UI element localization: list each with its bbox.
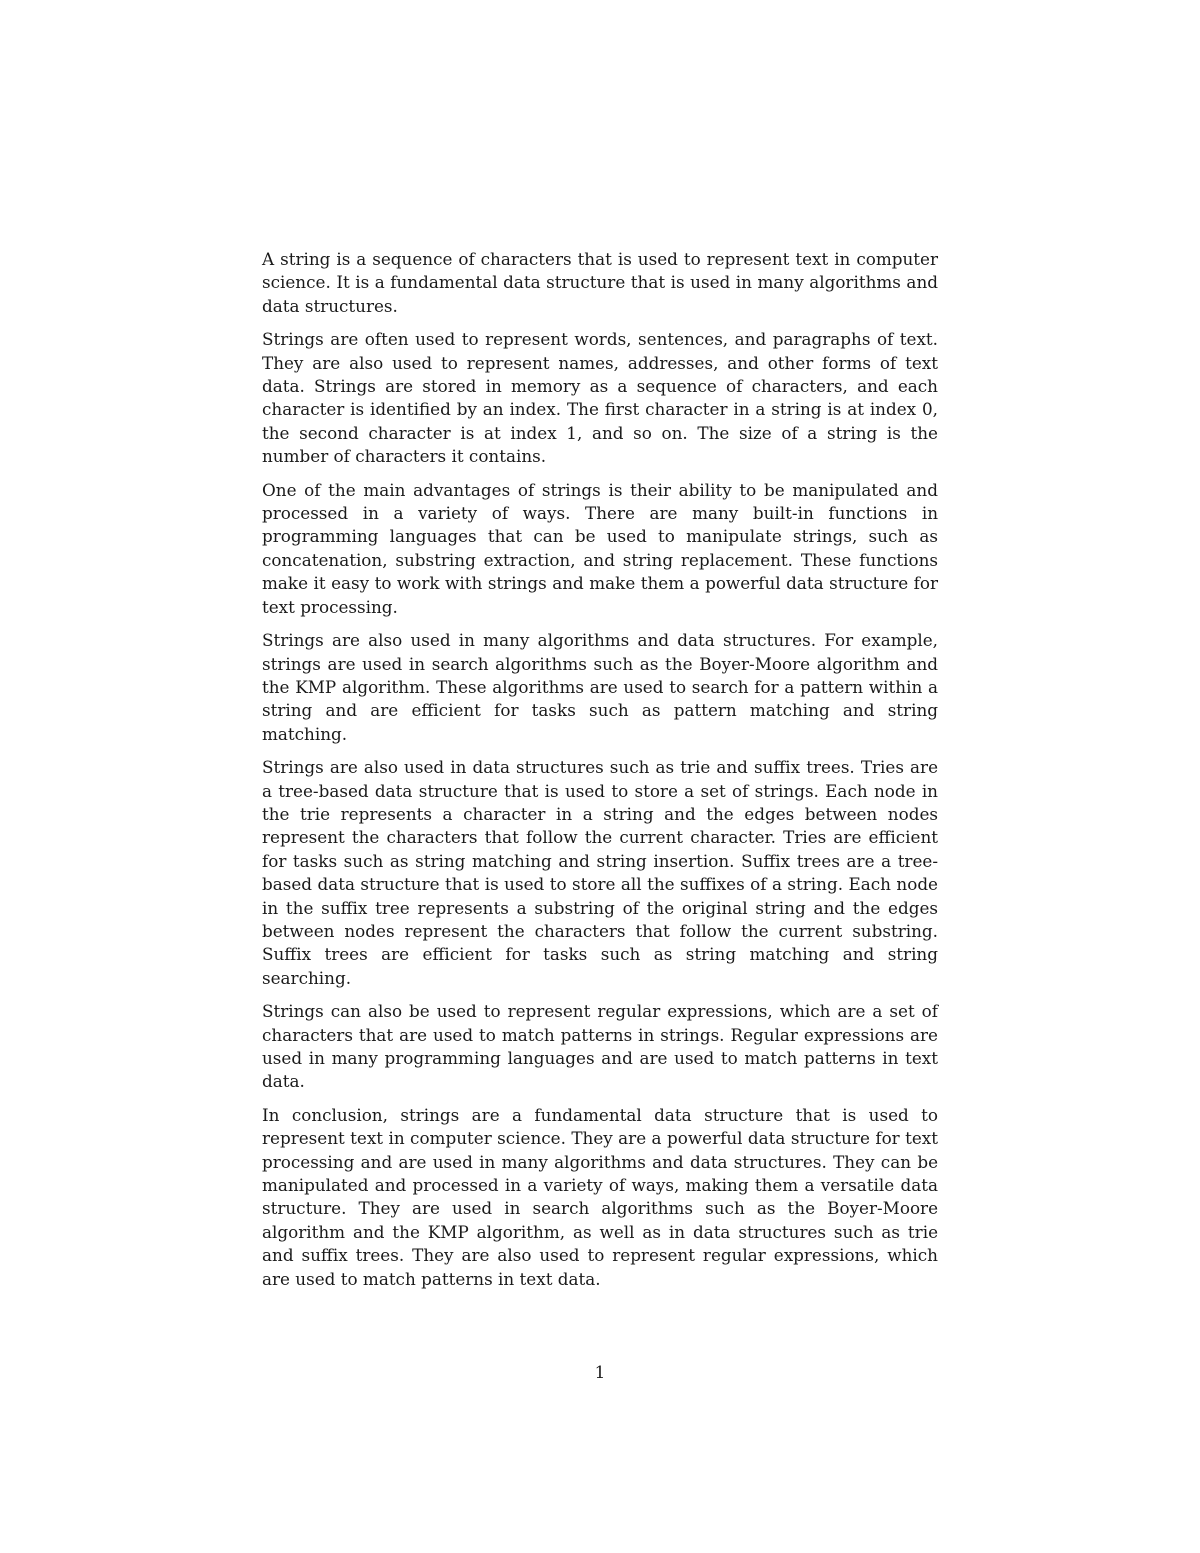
paragraph-regex: Strings can also be used to represent regular expressions, which are a set of characters that are used to match patterns in strings. Regular expressions are used in many programming languages and are used to match patterns in text data. — [262, 1001, 938, 1092]
document-body — [262, 248, 938, 1301]
page-number: 1 — [594, 1362, 606, 1382]
paragraph-intro: A string is a sequence of characters that is used to represent text in computer science. It is a fundamental data structure that is used in many algorithms and data structures. — [262, 249, 938, 316]
paragraph-advantages: One of the main advantages of strings is their ability to be manipulated and processed in a variety of ways. There are many built-in functions in programming languages that can be used to manipulate strings, such as concatenation, substring extraction, and string replacement. These functions make it easy to work with strings and make them a powerful data structure for text processing. — [262, 479, 938, 617]
paragraph-data-structures: Strings are also used in data structures such as trie and suffix trees. Tries are a tree-based data structure that is used to store a set of strings. Each node in the trie represents a character in a string and the edges between nodes represent the characters that follow the current character. Tries are efficient for tasks such as string matching and string insertion. Suffix trees are a tree-based data structure that is used to store all the suffixes of a string. Each node in the suffix tree represents a substring of the original string and the edges between nodes represent the characters that follow the current substring. Suffix trees are efficient for tasks such as string matching and string searching. — [262, 757, 938, 988]
paragraph-usage: Strings are often used to represent words, sentences, and paragraphs of text. They are also used to represent names, addresses, and other forms of text data. Strings are stored in memory as a sequence of characters, and each character is identified by an index. The first character in a string is at index 0, the second character is at index 1, and so on. The size of a string is the number of characters it contains. — [262, 329, 938, 467]
paragraph-algorithms: Strings are also used in many algorithms and data structures. For example, strings are used in search algorithms such as the Boyer-Moore algorithm and the KMP algorithm. These algorithms are used to search for a pattern within a string and are efficient for tasks such as pattern matching and string matching. — [262, 630, 938, 744]
paragraph-conclusion: In conclusion, strings are a fundamental data structure that is used to represent text in computer science. They are a powerful data structure for text processing and are used in many algorithms and data structures. They can be manipulated and processed in a variety of ways, making them a versatile data structure. They are used in search algorithms such as the Boyer-Moore algorithm and the KMP algorithm, as well as in data structures such as trie and suffix trees. They are also used to represent regular expressions, which are used to match patterns in text data. — [262, 1104, 938, 1289]
